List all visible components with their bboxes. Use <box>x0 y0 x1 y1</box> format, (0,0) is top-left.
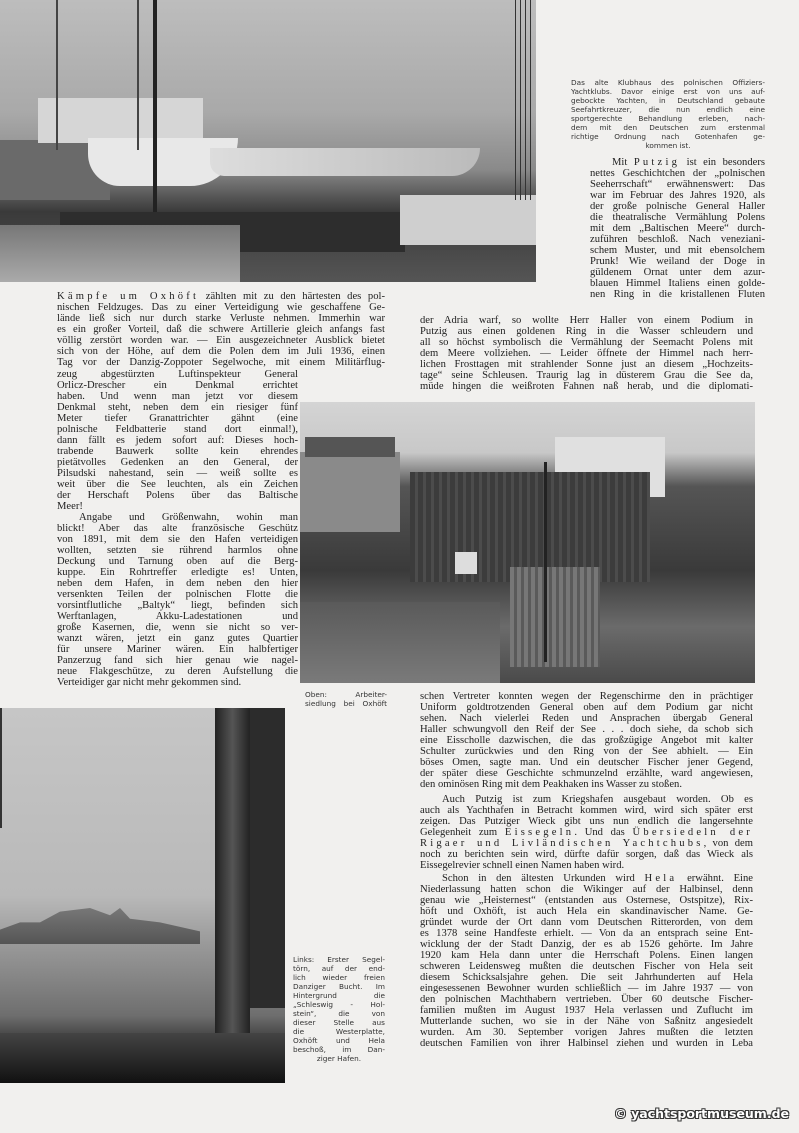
text-line: völlig zerstört worden war. — Ein ausgezeichneter Ausblick bietet <box>57 335 385 346</box>
caption-line: dieser Stelle aus <box>293 1018 385 1027</box>
text-line: 1920 kam Hela dann unter die Herrschaft Polens. Einen langen <box>420 950 753 961</box>
text-line: weit über die See leuchten, als ein Zeichen <box>57 479 298 490</box>
text-line: der später diese Geschichte schmunzelnd erzählte, ward angewiesen, <box>420 768 753 779</box>
text-line: sehen. Nach vielerlei Reden und Ansprachen übergab General <box>420 713 753 724</box>
caption-line: Das alte Klubhaus des polnischen Offiziers- <box>571 78 765 87</box>
text-segment: Gelegenheit zum <box>420 827 505 838</box>
text-line: den ominösen Ring mit dem Peakhaken ins Wasser zu stoßen. <box>420 779 682 790</box>
caption-line: ziger Hafen. <box>316 1054 362 1063</box>
text-line: Schulter zurückwies und den Ring von der See abhielt. — Ein <box>420 746 753 757</box>
boat-right <box>400 195 536 245</box>
text-line: zuführen beschloß. Nach veneziani- <box>590 234 765 245</box>
text-line: Meter tiefer Granattrichter gähnt (eine <box>57 413 298 424</box>
text-line: lände ließ sich nur durch starke Verluste nehmen. Immerhin war <box>57 313 385 324</box>
text-line <box>590 157 765 168</box>
text-line: Prunk! Wie weiland der Doge in <box>590 256 765 267</box>
paragraph <box>590 157 765 300</box>
text-line: dann fällt es jedem sofort auf: Dieses hoch- <box>57 435 298 446</box>
caption-line: Danziger Bucht. Im <box>293 982 385 991</box>
text-segment: ist ein besonders <box>680 157 765 168</box>
deck <box>0 1033 285 1083</box>
house-roof <box>305 437 395 457</box>
caption-line: sportgerechte Behandlung erleben, nach- <box>571 114 765 123</box>
photo-yacht-club-harbour <box>0 0 536 282</box>
text-line <box>57 291 385 302</box>
caption-line: Oxhöft und Hela <box>293 1036 385 1045</box>
watermark: © yachtsportmuseum.de <box>614 1106 789 1121</box>
text-segment: erwähnt. Eine <box>677 873 753 884</box>
text-line: Mutterlande suchen, wo sie in der Nähe von Saßnitz angesiedelt <box>420 1016 753 1027</box>
text-line: lichen Frosttagen mit strahlender Sonne just an diesem „Hochzeits- <box>420 359 753 370</box>
spaced-emphasis: Übersiedeln der <box>632 827 753 838</box>
article-left-narrow <box>57 369 298 688</box>
article-right-bottom <box>420 691 753 1049</box>
rigging <box>515 0 533 200</box>
text-line: tage“ seine Schleusen. Traurig lag in düsterem Grau die See da, <box>420 370 753 381</box>
dock-floor <box>0 225 240 282</box>
clubhouse-upper <box>38 98 203 143</box>
text-line: Putzig aus einen goldenen Ring in die Wasser schleudern und <box>420 326 753 337</box>
paragraph <box>420 794 753 871</box>
text-line: Auch Putzig ist zum Kriegshafen ausgebaut worden. Ob es <box>442 794 753 805</box>
text-line: neben dem Hafen, in dem neben den hier <box>57 578 298 589</box>
text-line: Uniform goldtrotzenden General oben auf dem Podium gar nicht <box>420 702 753 713</box>
text-line: Verteidiger gar nicht mehr gekommen sind. <box>57 677 242 688</box>
text-line: familien mußten im August 1937 Hela verlassen und Zuflucht im <box>420 1005 753 1016</box>
caption-line: Oben: Arbeiter- <box>305 690 387 699</box>
battleship-silhouette <box>0 908 200 944</box>
caption-line: kommen ist. <box>645 141 691 150</box>
caption-line: lich wieder freien <box>293 973 385 982</box>
text-line: der Herschaft Polens über das Baltische <box>57 490 298 501</box>
spaced-emphasis: Kämpfe um Oxhöft <box>57 291 200 302</box>
caption-line: „Schleswig - Hol- <box>293 1000 385 1009</box>
text-line <box>420 827 753 838</box>
mast <box>56 0 58 150</box>
mast <box>215 708 250 1083</box>
text-line: mit dem „Baltischen Meere“ durch- <box>590 223 765 234</box>
text-line: noch zu berichten sein wird, dürfte dafür sorgen, daß das Wieck als <box>420 849 753 860</box>
shed <box>410 472 650 582</box>
text-line: Orlicz-Drescher ein Denkmal errichtet <box>57 380 298 391</box>
text-line: neue Flakgeschütze, zu deren Aufstellung die <box>57 666 298 677</box>
text-line: Deckung und Tarnung oben auf die Berg- <box>57 556 298 567</box>
text-line: es 1378 seine Handfeste erhielt. — Von da an entsprach seine Ent- <box>420 928 753 939</box>
text-line: dem Meere vollziehen. — Leider öffnete der Himmel nach herr- <box>420 348 753 359</box>
text-line: wollten, setzten sie rührend harmlos ohne <box>57 545 298 556</box>
caption-line: Hintergrund die <box>293 991 385 1000</box>
spaced-emphasis: Eissegeln <box>504 827 575 838</box>
text-line: große Kasernen, die, wenn sie nicht so ver- <box>57 622 298 633</box>
text-line: schweren Leidensweg mußten die deutschen Fischer von Hela seit <box>420 961 753 972</box>
text-line: polnische Feldbatterie stand dort einmal!), <box>57 424 298 435</box>
pole <box>544 462 547 662</box>
text-line: für unsere Mariner wären. Ein halbfertiger <box>57 644 298 655</box>
text-line: es ein großer Vorteil, daß die schwere Artillerie gleich anfangs fast <box>57 324 385 335</box>
caption-line: stein“, die von <box>293 1009 385 1018</box>
text-line: der große polnische General Haller <box>590 201 765 212</box>
text-segment: . Und das <box>574 827 633 838</box>
text-line: nischen Feldzuges. Das zu einer Verteidigung wie geschaffene Ge- <box>57 302 385 313</box>
text-line: den polnischen Machthabern vertrieben. Über 60 deutsche Fischer- <box>420 994 753 1005</box>
caption-line: törn, auf der end- <box>293 964 385 973</box>
text-line: gründet wurde der Ort dann vom Deutschen Ritterorden, von dem <box>420 917 753 928</box>
paragraph <box>420 691 753 790</box>
caption-yacht-club <box>571 78 765 150</box>
text-line: müde hingen die weißroten Fahnen naß herab, und die diplomati- <box>420 381 753 392</box>
article-left-full <box>57 291 385 368</box>
text-line: wanzt wären, jetzt ein ganz gutes Quartier <box>57 633 298 644</box>
caption-line: gebockte Yachten, in Deutschland gebaute <box>571 96 765 105</box>
ground <box>300 602 500 683</box>
text-segment: Mit <box>612 157 634 168</box>
text-line: nettes Geschichtchen der „polnischen <box>590 168 765 179</box>
text-line: Seeherrschaft“ erwähnenswert: Das <box>590 179 765 190</box>
shack-window <box>455 552 477 574</box>
text-line: Angabe und Größenwahn, wohin man <box>79 512 298 523</box>
text-line: nen Ring in die kristallenen Fluten <box>590 289 765 300</box>
text-segment: Schon in den ältesten Urkunden wird <box>442 873 645 884</box>
paragraph <box>57 291 385 368</box>
text-line: blauen Himmel Italiens einen golde- <box>590 278 765 289</box>
text-segment: zählten mit zu den härtesten des pol- <box>199 291 385 302</box>
text-line: Werftanlagen, Akku-Ladestationen und <box>57 611 298 622</box>
caption-danzig-bay <box>293 955 385 1063</box>
paragraph <box>57 369 298 512</box>
caption-line: beschoß, im Dan- <box>293 1045 385 1054</box>
caption-line: siedlung bei Oxhöft <box>305 699 387 708</box>
photo-workers-settlement <box>300 402 755 683</box>
text-line: zeug abgestürzten Luftinspekteur General <box>57 369 298 380</box>
text-line: Pilsudski nahestand, sein — weiß sollte es <box>57 468 298 479</box>
text-line: Meer! <box>57 501 83 512</box>
caption-line: richtige Ordnung nach Gotenhafen ge- <box>571 132 765 141</box>
text-line: all so höchst symbolisch die Vermählung der Seemacht Polens mit <box>420 337 753 348</box>
text-line: wurden. Am 30. September vorigen Jahres mußten die letzten <box>420 1027 753 1038</box>
spaced-emphasis: Putzig <box>633 157 681 168</box>
text-line: Niederlassung hatten schon die Wikinger auf der Halbinsel, denn <box>420 884 753 895</box>
text-line: Denkmal steht, neben dem ein riesiger fünf <box>57 402 298 413</box>
sail <box>250 708 285 1008</box>
text-line: diesem Schicksalsjahre gehen. Die seit Jahrhunderten auf Hela <box>420 972 753 983</box>
text-line <box>420 873 753 884</box>
text-line: deutschen Familien von ihrer Halbinsel ziehen und wurden in Leba <box>420 1038 753 1049</box>
text-line: güldenem Ornat unter dem azur- <box>590 267 765 278</box>
text-line: zeigen. Das Putziger Wieck gibt uns nun endlich die langersehnte <box>420 816 753 827</box>
text-line: vorsintflutliche „Baltyk“ liegt, befinden sich <box>57 600 298 611</box>
mast <box>137 0 139 150</box>
caption-line: die Westerplatte, <box>293 1027 385 1036</box>
text-line: Haller schwungvoll den Reif der See . . . doch siehe, da schob sich <box>420 724 753 735</box>
text-line: böses Omen, sagte man. Und ein deutscher Fischer jener Gegend, <box>420 757 753 768</box>
text-line: trabende Bauwerk sollte kein ehrendes <box>57 446 298 457</box>
photo-danzig-bay-sailing <box>0 708 285 1083</box>
shack <box>510 567 600 667</box>
text-segment: , von dem <box>703 838 753 849</box>
caption-line: Links: Erster Segel- <box>293 955 385 964</box>
text-line: Tag vor der Danzig-Zoppoter Segelwoche, mit einem Militärflug- <box>57 357 385 368</box>
yacht-hulls-row <box>210 148 480 176</box>
text-line: versenkten Teilen der polnischen Flotte die <box>57 589 298 600</box>
paragraph <box>420 873 753 1049</box>
text-line: schen Vertreter konnten wegen der Regenschirme den in prächtiger <box>420 691 753 702</box>
spaced-emphasis: Hela <box>644 873 678 884</box>
text-line: genau wie „Heisternest“ (entstanden aus Osternese, Ostspitze), Rix- <box>420 895 753 906</box>
text-line: schem Muster, und mit ebensolchem <box>590 245 765 256</box>
text-line: kuppe. Ein Rohrtreffer erledigte es! Unten, <box>57 567 298 578</box>
text-line: eine Eisscholle dazwischen, die das großzügige Angebot mit kalter <box>420 735 753 746</box>
caption-workers-settlement <box>305 690 387 708</box>
article-right-top <box>590 157 765 300</box>
text-line: blickt! Aber das alte französische Geschütz <box>57 523 298 534</box>
stay-wire <box>0 708 2 828</box>
text-line: war im Februar des Jahres 1920, als <box>590 190 765 201</box>
article-right-mid <box>420 315 753 392</box>
paragraph <box>420 315 753 392</box>
caption-line: dem mit den Deutschen zum erstenmal <box>571 123 765 132</box>
text-line: die theatralische Vermählung Polens <box>590 212 765 223</box>
caption-line: Yachtklubs. Davor einige erst von uns auf- <box>571 87 765 96</box>
text-line: sich von der Höhe, auf dem die Polen dem im Juli 1936, einen <box>57 346 385 357</box>
text-line: haben. Und wenn man jetzt vor diesem <box>57 391 298 402</box>
text-line: Eissegelrevier schnell einen Namen haben wird. <box>420 860 625 871</box>
text-line: höft und Oxhöft, ist auch Hela ein skandinavischer Name. Ge- <box>420 906 753 917</box>
text-line: von 1891, mit dem sie den Hafen verteidigen <box>57 534 298 545</box>
spaced-emphasis: Rigaer und Livländischen Yachtchubs <box>420 838 704 849</box>
house <box>300 452 400 532</box>
text-line <box>420 838 753 849</box>
text-line: auch als Yachthafen in Betracht kommen wird, wird sich später erst <box>420 805 753 816</box>
text-line: der Adria warf, so wollte Herr Haller von einem Podium in <box>420 315 753 326</box>
text-line: eingesessenen Bewohner wurden schließlich — im Jahre 1937 — von <box>420 983 753 994</box>
paragraph <box>57 512 298 688</box>
caption-line: Seefahrtkreuzer, die nun endlich eine <box>571 105 765 114</box>
text-line: pietätvolles Gedenken an den General, der <box>57 457 298 468</box>
text-line: Panzerzug fand sich hier genau wie nagel- <box>57 655 298 666</box>
text-line: wicklung der der Stadt Danzig, der es ab 1526 gehörte. Im Jahre <box>420 939 753 950</box>
